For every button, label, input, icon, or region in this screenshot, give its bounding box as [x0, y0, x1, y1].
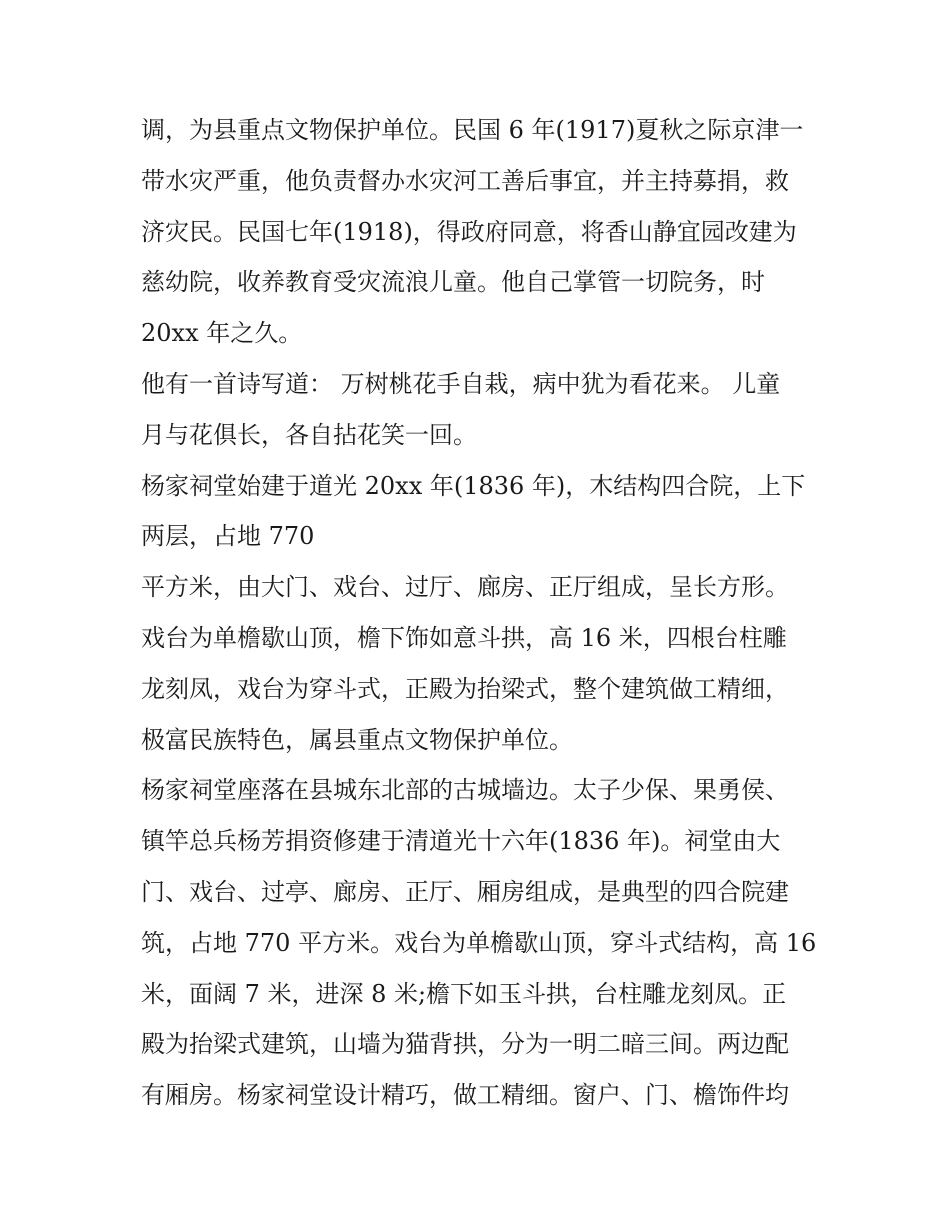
text-line-2: 带水灾严重，他负责督办水灾河工善后事宜，并主持募捐，救 — [141, 166, 789, 195]
text-line-8: 杨家祠堂始建于道光 20xx 年(1836 年)，木结构四合院，上下 — [141, 471, 806, 500]
text-line-3: 济灾民。民国七年(1918)，得政府同意，将香山静宜园改建为 — [141, 217, 797, 246]
text-line-1: 调，为县重点文物保护单位。民国 6 年(1917)夏秋之际京津一 — [141, 116, 804, 144]
text-line-14: 杨家祠堂座落在县城东北部的古城墙边。太子少保、果勇侯、 — [141, 776, 789, 805]
text-line-10: 平方米，由大门、戏台、过厅、廊房、正厅组成，呈长方形。 — [141, 573, 789, 602]
text-line-13: 极富民族特色，属县重点文物保护单位。 — [141, 725, 573, 754]
text-line-5: 20xx 年之久。 — [141, 319, 303, 348]
text-line-18: 米，面阔 7 米，进深 8 米;檐下如玉斗拱，台柱雕龙刻凤。正 — [141, 979, 787, 1008]
text-line-12: 龙刻凤，戏台为穿斗式，正殿为抬梁式，整个建筑做工精细， — [141, 674, 789, 703]
text-line-17: 筑，占地 770 平方米。戏台为单檐歇山顶，穿斗式结构，高 16 — [141, 928, 816, 957]
text-line-6: 他有一首诗写道： 万树桃花手自栽，病中犹为看花来。 儿童 — [141, 369, 781, 398]
document-body — [141, 105, 816, 1121]
text-line-16: 门、戏台、过亭、廊房、正厅、厢房组成，是典型的四合院建 — [141, 877, 789, 906]
text-line-19: 殿为抬梁式建筑，山墙为猫背拱，分为一明二暗三间。两边配 — [141, 1030, 789, 1059]
text-line-4: 慈幼院，收养教育受灾流浪儿童。他自己掌管一切院务，时 — [141, 268, 765, 297]
text-line-9: 两层，占地 770 — [141, 522, 315, 551]
text-line-15: 镇竿总兵杨芳捐资修建于清道光十六年(1836 年)。祠堂由大 — [141, 827, 781, 856]
text-line-20: 有厢房。杨家祠堂设计精巧，做工精细。窗户、门、檐饰件均 — [141, 1081, 789, 1110]
text-line-11: 戏台为单檐歇山顶，檐下饰如意斗拱，高 16 米，四根台柱雕 — [141, 623, 787, 652]
text-line-7: 月与花俱长，各自拈花笑一回。 — [141, 420, 477, 449]
